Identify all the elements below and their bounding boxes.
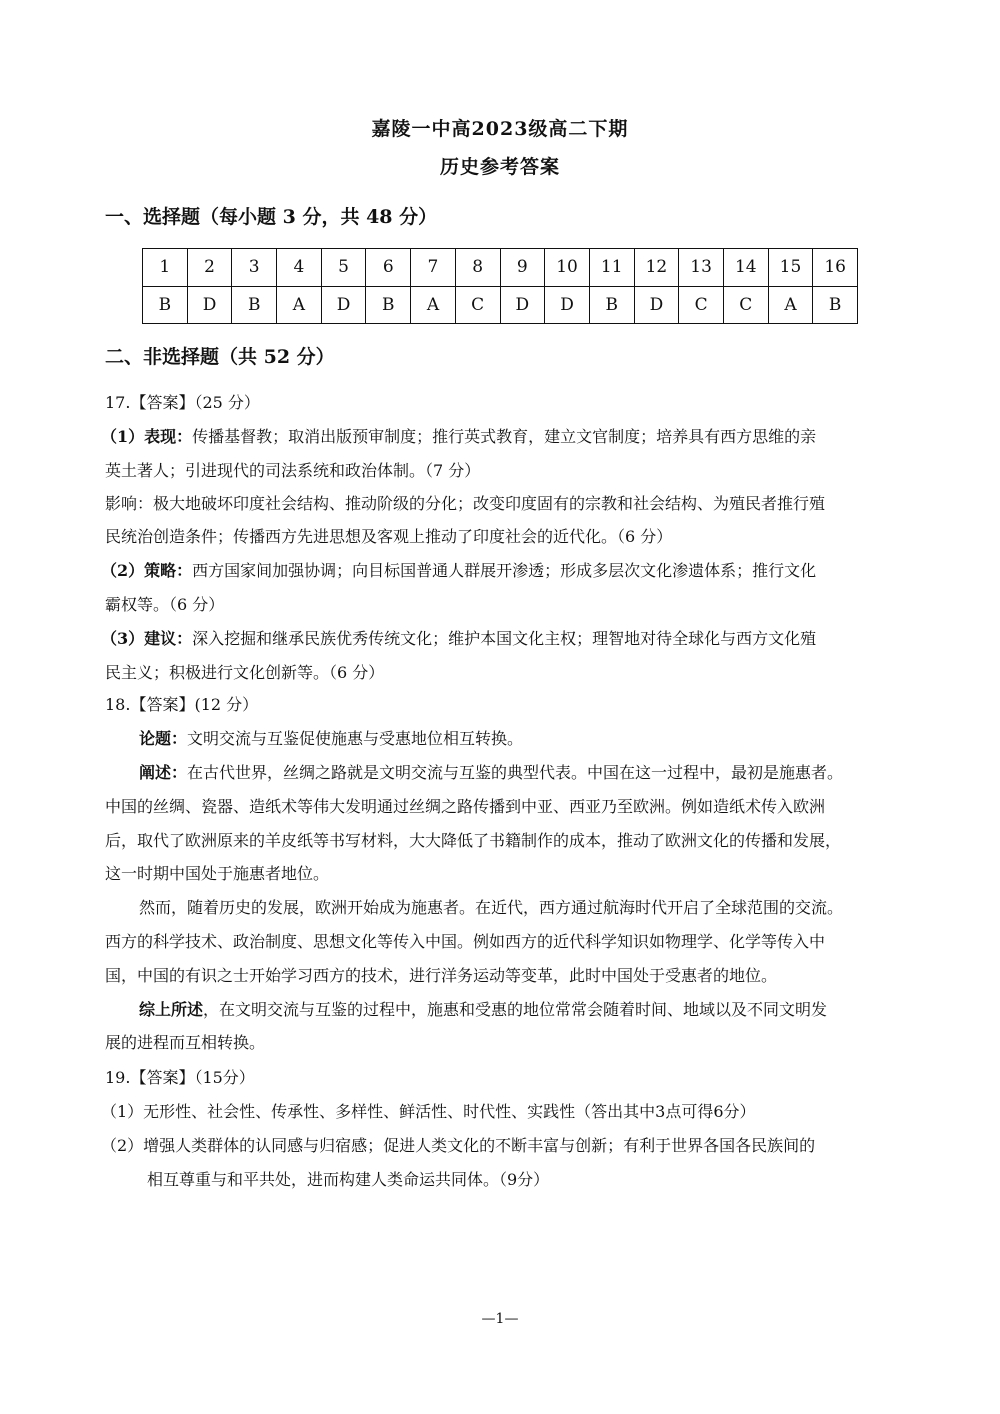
q18-conclusion-line1 xyxy=(139,993,909,1027)
q19-part2-line1: （2）增强人类群体的认同感与归宿感；促进人类文化的不断丰富与创新；有利于世界各国各民族间的 xyxy=(101,1136,816,1155)
q17-impact-line1: 影响：极大地破坏印度社会结构、推动阶级的分化；改变印度固有的宗教和社会结构、为殖民者推行殖 xyxy=(105,494,826,513)
q17-heading: 17.【答案】（25 分） xyxy=(105,393,260,412)
q18-para2-line1: 然而，随着历史的发展，欧洲开始成为施惠者。在近代，西方通过航海时代开启了全球范围的交流。 xyxy=(139,898,844,917)
answer-letter: D xyxy=(545,286,590,324)
answer-letter: D xyxy=(187,286,232,324)
question-number: 10 xyxy=(545,249,590,287)
question-number: 16 xyxy=(813,249,858,287)
q18-argue-line1 xyxy=(139,756,909,790)
answer-letter: C xyxy=(723,286,768,324)
answer-letter: D xyxy=(500,286,545,324)
answer-letter: D xyxy=(321,286,366,324)
q17-part1-line1 xyxy=(101,420,901,454)
q17-part3-line2: 民主义；积极进行文化创新等。（6 分） xyxy=(105,663,385,682)
answer-letter: B xyxy=(366,286,411,324)
q17-part3-line1 xyxy=(101,622,901,656)
q18-conclusion-text: ，在文明交流与互鉴的过程中，施惠和受惠的地位常常会随着时间、地域以及不同文明发 xyxy=(203,1000,828,1019)
q18-thesis xyxy=(139,722,939,756)
q18-para2-line3: 国，中国的有识之士开始学习西方的技术，进行洋务运动等变革，此时中国处于受惠者的地位。 xyxy=(105,966,778,985)
answer-letter: A xyxy=(768,286,813,324)
question-number: 13 xyxy=(679,249,724,287)
answer-letter: A xyxy=(277,286,322,324)
question-number: 11 xyxy=(589,249,634,287)
question-number: 12 xyxy=(634,249,679,287)
q18-thesis-label: 论题： xyxy=(139,729,188,748)
q19-part2-line2: 相互尊重与和平共处，进而构建人类命运共同体。（9分） xyxy=(147,1170,550,1189)
q17-part1-line2: 英土著人；引进现代的司法系统和政治体制。（7 分） xyxy=(105,461,481,480)
q18-argue-line4: 这一时期中国处于施惠者地位。 xyxy=(105,864,330,883)
section-multiple-choice-heading: 一、选择题（每小题 3 分，共 48 分） xyxy=(105,206,438,228)
q18-argue-label: 阐述： xyxy=(139,763,188,782)
q17-part3-label: （3）建议： xyxy=(101,629,193,648)
q18-thesis-text: 文明交流与互鉴促使施惠与受惠地位相互转换。 xyxy=(187,729,524,748)
q17-part1-label: （1）表现： xyxy=(101,427,193,446)
q18-argue-text: 在古代世界，丝绸之路就是文明交流与互鉴的典型代表。中国在这一过程中，最初是施惠者。 xyxy=(187,763,844,782)
q17-part2-text: 西方国家间加强协调；向目标国普通人群展开渗透；形成多层次文化渗遗体系；推行文化 xyxy=(192,561,817,580)
answer-letter: B xyxy=(589,286,634,324)
q17-part2-line1 xyxy=(101,554,901,588)
answer-letter: C xyxy=(455,286,500,324)
question-number: 15 xyxy=(768,249,813,287)
q18-heading: 18.【答案】(12 分） xyxy=(105,695,259,714)
answer-letter: A xyxy=(411,286,456,324)
document-subtitle: 历史参考答案 xyxy=(439,156,560,178)
question-number: 9 xyxy=(500,249,545,287)
question-number-row xyxy=(143,249,858,287)
q18-conclusion-line2: 展的进程而互相转换。 xyxy=(105,1033,266,1052)
answer-letter: B xyxy=(813,286,858,324)
answer-letter: B xyxy=(143,286,188,324)
answer-letter: D xyxy=(634,286,679,324)
question-number: 14 xyxy=(723,249,768,287)
answer-row xyxy=(143,286,858,324)
q19-part1: （1）无形性、社会性、传承性、多样性、鲜活性、时代性、实践性（答出其中3点可得6分） xyxy=(101,1102,756,1121)
q18-conclusion-label: 综上所述 xyxy=(139,1000,204,1019)
question-number: 3 xyxy=(232,249,277,287)
question-number: 8 xyxy=(455,249,500,287)
q18-argue-line2: 中国的丝绸、瓷器、造纸术等伟大发明通过丝绸之路传播到中亚、西亚乃至欧洲。例如造纸术传入欧洲 xyxy=(105,797,826,816)
question-number: 7 xyxy=(411,249,456,287)
answer-table xyxy=(142,248,858,324)
answer-letter: C xyxy=(679,286,724,324)
q17-part2-label: （2）策略： xyxy=(101,561,193,580)
q18-argue-line3: 后，取代了欧洲原来的羊皮纸等书写材料，大大降低了书籍制作的成本，推动了欧洲文化的传播和发展， xyxy=(105,831,842,850)
q18-para2-line2: 西方的科学技术、政治制度、思想文化等传入中国。例如西方的近代科学知识如物理学、化学等传入中 xyxy=(105,932,826,951)
q19-heading: 19.【答案】（15分） xyxy=(105,1068,255,1087)
q17-part3-text: 深入挖掘和继承民族优秀传统文化；维护本国文化主权；理智地对待全球化与西方文化殖 xyxy=(192,629,817,648)
question-number: 6 xyxy=(366,249,411,287)
page-number: —1— xyxy=(481,1311,519,1327)
q17-impact-line2: 民统治创造条件；传播西方先进思想及客观上推动了印度社会的近代化。（6 分） xyxy=(105,527,673,546)
question-number: 2 xyxy=(187,249,232,287)
question-number: 5 xyxy=(321,249,366,287)
section-essay-heading: 二、非选择题（共 52 分） xyxy=(105,346,335,368)
question-number: 1 xyxy=(143,249,188,287)
q17-part2-line2: 霸权等。（6 分） xyxy=(105,595,225,614)
answer-letter: B xyxy=(232,286,277,324)
document-title: 嘉陵一中高2023级高二下期 xyxy=(371,118,629,140)
q17-part1-text: 传播基督教；取消出版预审制度；推行英式教育，建立文官制度；培养具有西方思维的亲 xyxy=(192,427,817,446)
question-number: 4 xyxy=(277,249,322,287)
